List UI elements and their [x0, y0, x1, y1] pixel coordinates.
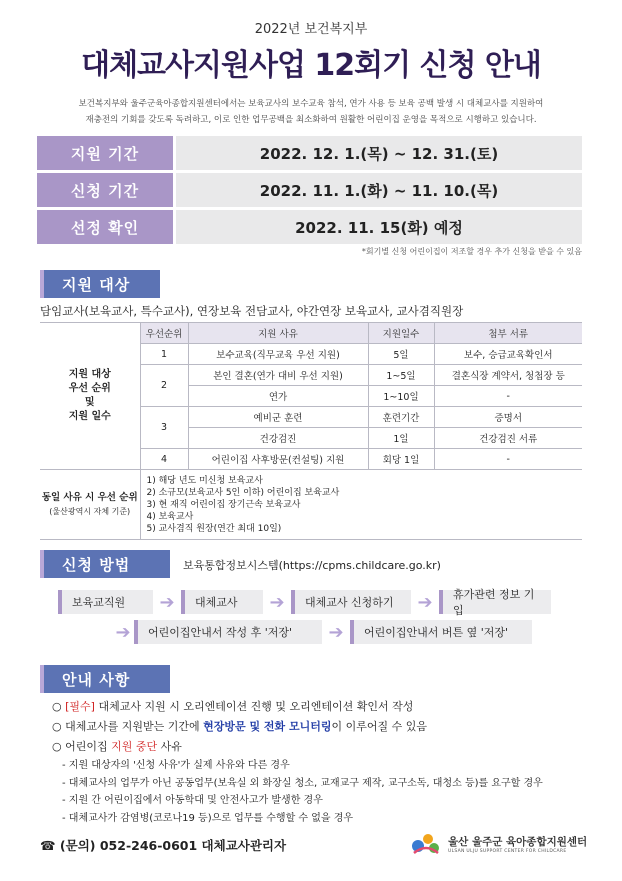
contact-info: ☎ (문의) 052-246-0601 대체교사관리자 [40, 838, 287, 853]
arrow-right-icon: ➔ [417, 591, 433, 613]
period-row-select [37, 210, 582, 244]
period-value: 2022. 11. 1.(화) ~ 11. 10.(목) [176, 173, 582, 207]
same-reason-sub: (울산광역시 자체 기준) [49, 506, 131, 516]
table-cell: 4 [140, 449, 188, 470]
column-header: 우선순위 [140, 323, 188, 344]
period-value: 2022. 12. 1.(목) ~ 12. 31.(토) [176, 136, 582, 170]
table-cell: 1 [140, 344, 188, 365]
notice-emphasis: 현장방문 및 전화 모니터링 [203, 720, 332, 733]
notice-subitem: - 대체교사가 감염병(코로나19 등)으로 업무를 수행할 수 없을 경우 [62, 812, 354, 824]
target-heading-label: 지원 대상 [40, 270, 160, 298]
table-cell: - [434, 386, 582, 407]
flow-step: 어린이집안내서 버튼 옆 '저장' [350, 620, 532, 644]
period-row-support [37, 136, 582, 170]
same-reason-list [140, 470, 582, 540]
arrow-right-icon: ➔ [328, 621, 344, 643]
column-header: 지원일수 [368, 323, 434, 344]
center-logo-icon [410, 831, 442, 857]
notice-text: 사유 [157, 740, 182, 753]
column-header: 첨부 서류 [434, 323, 582, 344]
table-cell: 건강검진 서류 [434, 428, 582, 449]
flow-step: 휴가관련 정보 기입 [439, 590, 551, 614]
notice-subitem: - 지원 대상자의 '신청 사유'가 실제 사유와 다른 경우 [62, 760, 290, 771]
logo-english-name: ULSAN ULJU SUPPORT CENTER FOR CHILDCARE [448, 849, 567, 854]
logo-text [448, 834, 587, 854]
notice-heading [40, 665, 170, 693]
table-cell: 1~10일 [368, 386, 434, 407]
heading-accent-bar [40, 550, 44, 578]
table-cell: 연가 [188, 386, 368, 407]
bullet-icon: ○ [52, 720, 62, 733]
arrow-right-icon: ➔ [159, 591, 175, 613]
period-row-apply [37, 173, 582, 207]
flow-step: 대체교사 신청하기 [291, 590, 411, 614]
table-cell: 1일 [368, 428, 434, 449]
notice-item [52, 697, 543, 717]
same-reason-label [40, 470, 140, 540]
side-label-line: 지원 일수 [68, 411, 111, 422]
flow-step: 대체교사 [181, 590, 263, 614]
bullet-icon: ○ [52, 700, 62, 713]
list-item: 5) 교사겸직 원장(연간 최대 10일) [146, 523, 282, 534]
table-cell: 보수교육(직무교육 우선 지원) [188, 344, 368, 365]
required-tag: [필수] [65, 700, 95, 713]
intro-line-2: 재충전의 기회를 갖도록 독려하고, 이로 인한 업무공백을 최소화하여 원활한 어린이집 운영을 목적으로 시행하고 있습니다. [85, 115, 537, 125]
notice-emphasis: 지원 중단 [111, 740, 158, 753]
footnote: *회기별 신청 어린이집이 저조할 경우 추가 신청을 받을 수 있음 [361, 247, 582, 256]
table-cell: 어린이집 사후방문(컨설팅) 지원 [188, 449, 368, 470]
list-item: 3) 현 재직 어린이집 장기근속 보육교사 [146, 499, 301, 510]
table-cell: 회당 1일 [368, 449, 434, 470]
table-cell: 5일 [368, 344, 434, 365]
target-heading [40, 270, 160, 298]
period-table [37, 136, 582, 247]
table-cell: 1~5일 [368, 365, 434, 386]
side-label-line: 지원 대상 [68, 369, 111, 380]
notice-subitem: - 지원 간 어린이집에서 아동학대 및 안전사고가 발생한 경우 [62, 795, 323, 806]
list-item: 2) 소규모(보육교사 5인 이하) 어린이집 보육교사 [146, 487, 340, 498]
intro-text [40, 96, 582, 128]
period-value: 2022. 11. 15(화) 예정 [176, 210, 582, 244]
table-cell: 본인 결혼(연가 대비 우선 지원) [188, 365, 368, 386]
notice-text: 어린이집 [65, 740, 112, 753]
table-cell: 2 [140, 365, 188, 407]
priority-table [40, 322, 582, 540]
notice-heading-label: 안내 사항 [40, 665, 170, 693]
notice-subitem: - 대체교사의 업무가 아닌 공동업무(보육실 외 화장실 청소, 교재교구 제작, 교구소독, 대청소 등)를 요구할 경우 [62, 777, 543, 789]
logo-korean-name: 울산 울주군 육아종합지원센터 [448, 836, 588, 848]
header-subtitle: 2022년 보건복지부 [254, 22, 368, 37]
arrow-right-icon: ➔ [269, 591, 285, 613]
page-title: 대체교사지원사업 12회기 신청 안내 [81, 48, 541, 83]
table-cell: 훈련기간 [368, 407, 434, 428]
period-label: 신청 기간 [37, 173, 173, 207]
bullet-icon: ○ [52, 740, 62, 753]
heading-accent-bar [40, 270, 44, 298]
side-label-line: 우선 순위 [68, 383, 111, 394]
table-cell: 보수, 승급교육확인서 [434, 344, 582, 365]
notice-list [52, 697, 543, 827]
table-header-row [40, 323, 582, 344]
side-label [40, 323, 140, 470]
period-label: 지원 기간 [37, 136, 173, 170]
table-cell: 3 [140, 407, 188, 449]
notice-item [52, 737, 543, 757]
heading-accent-bar [40, 665, 44, 693]
flow-step: 보육교직원 [58, 590, 153, 614]
table-cell: - [434, 449, 582, 470]
apply-url: 보육통합정보시스템(https://cpms.childcare.go.kr) [183, 559, 441, 572]
table-cell: 예비군 훈련 [188, 407, 368, 428]
notice-text: 대체교사를 지원받는 기간에 [65, 720, 204, 733]
target-description: 담임교사(보육교사, 특수교사), 연장보육 전담교사, 야간연장 보육교사, 교사겸직원장 [40, 304, 464, 318]
table-cell: 건강검진 [188, 428, 368, 449]
period-label: 선정 확인 [37, 210, 173, 244]
list-item: 4) 보육교사 [146, 511, 194, 522]
list-item: 1) 해당 년도 미신청 보육교사 [146, 475, 263, 486]
table-cell: 결혼식장 계약서, 청첩장 등 [434, 365, 582, 386]
notice-text: 대체교사 지원 시 오리엔테이션 진행 및 오리엔테이션 확인서 작성 [94, 700, 414, 713]
center-logo [410, 831, 587, 857]
same-reason-title: 동일 사유 시 우선 순위 [41, 491, 138, 503]
side-label-line: 및 [84, 397, 95, 408]
table-row-same-reason [40, 470, 582, 540]
apply-flow-row-1 [58, 588, 551, 617]
table-cell: 증명서 [434, 407, 582, 428]
intro-line-1: 보건복지부와 울주군육아종합지원센터에서는 보육교사의 보수교육 참석, 연가 사용 등 보육 공백 발생 시 대체교사를 지원하여 [78, 99, 544, 109]
column-header: 지원 사유 [188, 323, 368, 344]
notice-text: 이 이루어질 수 있음 [331, 720, 427, 733]
arrow-right-icon: ➔ [115, 621, 131, 643]
flow-step: 어린이집안내서 작성 후 '저장' [134, 620, 322, 644]
apply-heading [40, 550, 170, 578]
notice-item [52, 717, 543, 737]
apply-heading-label: 신청 방법 [40, 550, 170, 578]
apply-flow-row-2 [112, 620, 532, 644]
